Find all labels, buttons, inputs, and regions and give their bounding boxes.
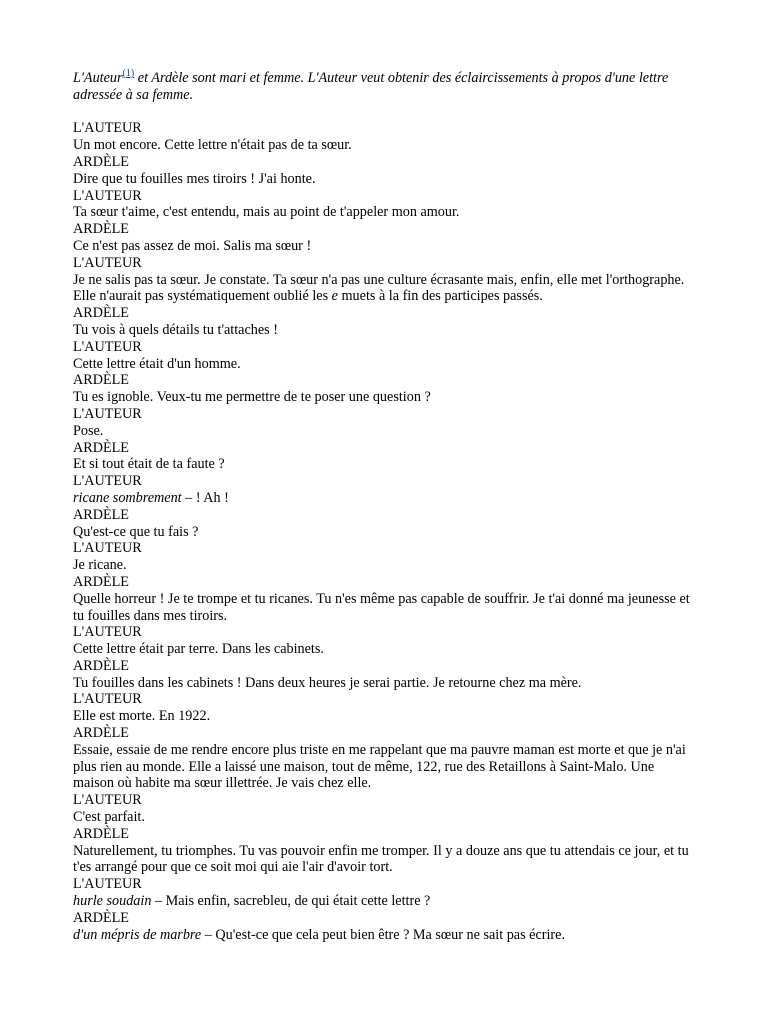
dialogue-line	[73, 490, 693, 507]
dialogue-line	[73, 137, 693, 154]
dialogue-line	[73, 927, 693, 944]
speaker-name: L'AUTEUR	[73, 540, 142, 557]
speaker-name: L'AUTEUR	[73, 876, 142, 893]
speaker-name: ARDÈLE	[73, 221, 129, 238]
line-text: Pose.	[73, 422, 104, 439]
line-text: Cette lettre était d'un homme.	[73, 355, 241, 372]
play-excerpt	[73, 70, 693, 943]
speaker-name: L'AUTEUR	[73, 187, 142, 204]
dialogue	[73, 120, 693, 943]
dialogue-line	[73, 389, 693, 406]
emphasized-letter: e	[331, 288, 338, 305]
line-text: Naturellement, tu triomphes. Tu vas pouvoir enfin me tromper. Il y a douze ans que tu attendais ce jour, et tu t'es arrangé pour que ce soit moi qui aie l'air d'avoir tort.	[73, 842, 689, 876]
line-text: Ce n'est pas assez de moi. Salis ma sœur !	[73, 237, 312, 254]
line-text: C'est parfait.	[73, 809, 145, 826]
line-text: Elle est morte. En 1922.	[73, 708, 211, 725]
speaker-name: ARDÈLE	[73, 573, 129, 590]
dialogue-line	[73, 272, 693, 306]
speaker-name: L'AUTEUR	[73, 338, 142, 355]
line-text: Dire que tu fouilles mes tiroirs ! J'ai honte.	[73, 170, 316, 187]
stage-direction: ricane sombrement	[73, 489, 182, 506]
speaker-name: ARDÈLE	[73, 909, 129, 926]
speaker-name: L'AUTEUR	[73, 254, 142, 271]
speaker-name: ARDÈLE	[73, 305, 129, 322]
footnote-link[interactable]: (1)	[122, 68, 135, 79]
intro-author: L'Auteur	[73, 70, 123, 86]
line-text: Je ricane.	[73, 557, 127, 574]
footnote-superscript	[123, 68, 135, 79]
line-text: Un mot encore. Cette lettre n'était pas de ta sœur.	[73, 137, 352, 154]
line-text: – Mais enfin, sacrebleu, de qui était cette lettre ?	[151, 893, 431, 910]
dialogue-line	[73, 456, 693, 473]
line-text: Quelle horreur ! Je te trompe et tu ricanes. Tu n'es même pas capable de souffrir. Je t'ai donné ma jeunesse et tu fouilles dans mes tiroirs.	[73, 590, 690, 624]
dialogue-line	[73, 675, 693, 692]
line-text: – Qu'est-ce que cela peut bien être ? Ma sœur ne sait pas écrire.	[201, 926, 566, 943]
speaker-name: L'AUTEUR	[73, 792, 142, 809]
line-text: Cette lettre était par terre. Dans les cabinets.	[73, 641, 324, 658]
line-text: Tu es ignoble. Veux-tu me permettre de te poser une question ?	[73, 389, 431, 406]
stage-introduction	[73, 70, 693, 104]
dialogue-line	[73, 322, 693, 339]
stage-direction: hurle soudain	[73, 893, 152, 910]
stage-direction: d'un mépris de marbre	[73, 926, 202, 943]
dialogue-line	[73, 809, 693, 826]
speaker-name: ARDÈLE	[73, 153, 129, 170]
dialogue-line	[73, 204, 693, 221]
dialogue-line	[73, 591, 693, 625]
speaker-name: L'AUTEUR	[73, 473, 142, 490]
speaker-name: L'AUTEUR	[73, 405, 142, 422]
line-text-continued: muets à la fin des participes passés.	[337, 288, 543, 305]
dialogue-line	[73, 238, 693, 255]
line-text: – ! Ah !	[181, 489, 229, 506]
dialogue-line	[73, 171, 693, 188]
dialogue-line	[73, 356, 693, 373]
intro-text: et Ardèle sont mari et femme. L'Auteur veut obtenir des éclaircissements à propos d'une lettre adressée à sa femme.	[73, 70, 669, 103]
speaker-name: ARDÈLE	[73, 372, 129, 389]
dialogue-line	[73, 708, 693, 725]
dialogue-line	[73, 524, 693, 541]
line-text: Tu vois à quels détails tu t'attaches !	[73, 321, 278, 338]
line-text: Et si tout était de ta faute ?	[73, 456, 225, 473]
dialogue-line	[73, 641, 693, 658]
dialogue-line	[73, 742, 693, 792]
dialogue-line	[73, 423, 693, 440]
line-text: Ta sœur t'aime, c'est entendu, mais au point de t'appeler mon amour.	[73, 204, 460, 221]
speaker-name: ARDÈLE	[73, 725, 129, 742]
line-text: Essaie, essaie de me rendre encore plus triste en me rappelant que ma pauvre maman est morte et que je n'ai plus rien au monde. Elle a laissé une maison, tout de même, 122, rue des Retaillons à Saint-Malo. Une maison où habite ma sœur illettrée. Je vais chez elle.	[73, 741, 686, 792]
speaker-name: L'AUTEUR	[73, 691, 142, 708]
speaker-name: ARDÈLE	[73, 657, 129, 674]
line-text: Tu fouilles dans les cabinets ! Dans deux heures je serai partie. Je retourne chez ma mère.	[73, 674, 582, 691]
line-text: Qu'est-ce que tu fais ?	[73, 523, 199, 540]
dialogue-line	[73, 893, 693, 910]
dialogue-line	[73, 557, 693, 574]
dialogue-line	[73, 843, 693, 877]
speaker-name: L'AUTEUR	[73, 120, 142, 137]
speaker-name: ARDÈLE	[73, 439, 129, 456]
line-text: Je ne salis pas ta sœur. Je constate. Ta sœur n'a pas une culture écrasante mais, enfin, elle met l'orthographe. Elle n'aurait pas systématiquement oublié les	[73, 271, 685, 305]
speaker-name: L'AUTEUR	[73, 624, 142, 641]
speaker-name: ARDÈLE	[73, 825, 129, 842]
speaker-name: ARDÈLE	[73, 506, 129, 523]
